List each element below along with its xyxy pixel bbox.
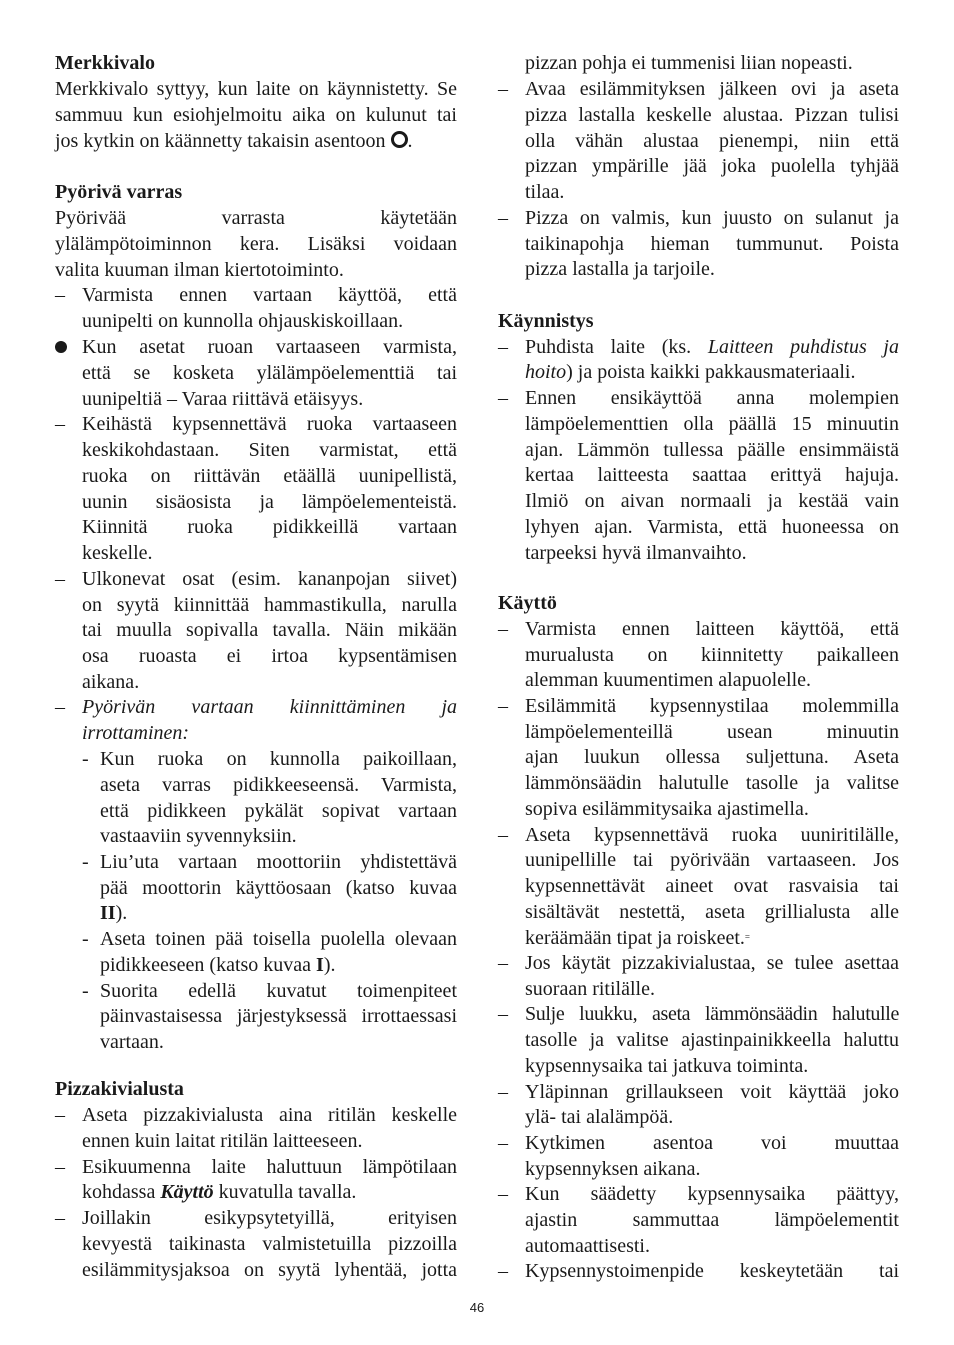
list-item: – Varmista ennen vartaan käyttöä, että bbox=[55, 284, 457, 306]
list-item-cont: kohdassa Käyttö kuvatulla tavalla. bbox=[82, 1181, 357, 1203]
list-item-cont: esilämmitysjaksoa on syytä lyhentää, jotta bbox=[82, 1259, 457, 1281]
list-item-cont: sopiva esilämmitysaika ajastimella. bbox=[525, 798, 809, 820]
page-number: 46 bbox=[469, 1300, 485, 1315]
list-item-cont: keskelle. bbox=[82, 542, 153, 564]
list-item: – Esilämmitä kypsennystilaa molemmilla bbox=[498, 695, 899, 717]
list-item-cont: lämpöelementtien olla päällä 15 minuutin bbox=[525, 413, 899, 435]
list-item-cont: uunipellille tai pyörivään vartaaseen. Jos bbox=[525, 849, 899, 871]
list-item-cont: kertaa laitteesta saattaa erittyä hajuja. bbox=[525, 464, 899, 486]
list-item-cont: lämmönsäädin halutulle tasolle ja valitse bbox=[525, 772, 899, 794]
bullet-icon bbox=[55, 341, 67, 353]
list-item: – Puhdista laite (ks. Laitteen puhdistus ja bbox=[498, 336, 899, 358]
list-item-cont: taikinapohja hieman tummunut. Poista bbox=[525, 233, 899, 255]
list-item-cont: tai muulla sopivalla tavalla. Näin mikään bbox=[82, 619, 457, 641]
list-item: – Yläpinnan grillaukseen voit käyttää joko bbox=[498, 1081, 899, 1103]
sub-list-item: - Aseta toinen pää toisella puolella olevaan bbox=[82, 928, 457, 950]
list-item-cont: lyhyen ajan. Varmista, että huoneessa on bbox=[525, 516, 899, 538]
sub-list-item-cont: pidikkeeseen (katso kuvaa I). bbox=[100, 954, 336, 976]
heading-kaynnistys: Käynnistys bbox=[498, 310, 594, 332]
sub-list-item-cont: että pidikkeen pykälät sopivat vartaan bbox=[100, 800, 457, 822]
list-item: – Aseta pizzakivialusta aina ritilän keskelle bbox=[55, 1104, 457, 1126]
list-item-cont: tarpeeksi hyvä ilmanvaihto. bbox=[525, 542, 747, 564]
sub-list-item-cont: pää moottorin käyttöosaan (katso kuvaa bbox=[100, 877, 457, 899]
list-item: – Kypsennystoimenpide keskeytetään tai bbox=[498, 1260, 899, 1282]
list-item-cont: ajan. Lämmön tullessa päälle ensimmäistä bbox=[525, 439, 899, 461]
list-item: – Pyörivän vartaan kiinnittäminen ja bbox=[55, 696, 457, 718]
list-item-cont: pizzan pohja ei tummenisi liian nopeasti. bbox=[525, 52, 853, 74]
sub-list-item-cont: vartaan. bbox=[100, 1031, 164, 1053]
list-item-cont: tilaa. bbox=[525, 181, 565, 203]
sub-list-item: - Kun ruoka on kunnolla paikoillaan, bbox=[82, 748, 457, 770]
list-item-cont: hoito) ja poista kaikki pakkausmateriaali. bbox=[525, 361, 856, 383]
list-item: – Avaa esilämmityksen jälkeen ovi ja aseta bbox=[498, 78, 899, 100]
list-item: – Sulje luukku, aseta lämmönsäädin halutulle bbox=[498, 1003, 899, 1025]
list-item: – Aseta kypsennettävä ruoka uuniritilälle, bbox=[498, 824, 899, 846]
circle-off-icon bbox=[391, 131, 408, 148]
list-item-cont: murualusta on kiinnitetty paikalleen bbox=[525, 644, 899, 666]
list-item-cont: että se kosketa ylälämpöelementtiä tai bbox=[82, 362, 457, 384]
sub-list-item-cont: päinvastaisessa järjestyksessä irrottaessasi bbox=[100, 1005, 457, 1027]
list-item-cont: Ilmiö on aivan normaali ja kestää vain bbox=[525, 490, 899, 512]
list-item-cont: irrottaminen: bbox=[82, 722, 190, 744]
list-item-cont: ylä- tai alalämpöä. bbox=[525, 1106, 674, 1128]
list-item-cont: lämpöelementeillä usean minuutin bbox=[525, 721, 899, 743]
list-item-cont: osa ruoasta ei irtoa kypsentämisen bbox=[82, 645, 457, 667]
text-line: Merkkivalo syttyy, kun laite on käynnistetty. Se bbox=[55, 78, 457, 100]
list-item-cont: suoraan ritilälle. bbox=[525, 978, 655, 1000]
sub-list-item: - Suorita edellä kuvatut toimenpiteet bbox=[82, 980, 457, 1002]
list-item-cont: olla vähän alustaa pienempi, niin että bbox=[525, 130, 899, 152]
list-item: – Varmista ennen laitteen käyttöä, että bbox=[498, 618, 899, 640]
heading-pizzakivialusta: Pizzakivialusta bbox=[55, 1078, 184, 1100]
list-item-cont: keskikohdastaan. Siten varmistat, että bbox=[82, 439, 457, 461]
list-item-cont: uunin sisäosista ja lämpöelementeistä. bbox=[82, 491, 457, 513]
text-line: sammuu kun esiohjelmoitu aika on kulunut tai bbox=[55, 104, 457, 126]
list-item-cont: ajastin sammuttaa lämpöelementit bbox=[525, 1209, 899, 1231]
list-item: – Kun säädetty kypsennysaika päättyy, bbox=[498, 1183, 899, 1205]
list-item-cont: kevyestä taikinasta valmistetuilla pizzoilla bbox=[82, 1233, 457, 1255]
list-item-cont: uunipelti on kunnolla ohjauskiskoillaan. bbox=[82, 310, 404, 332]
sub-list-item: - Liu’uta vartaan moottoriin yhdistettävä bbox=[82, 851, 457, 873]
text-line: ylälämpötoiminnon kera. Lisäksi voidaan bbox=[55, 233, 457, 255]
list-item-cont: pizza lastalla keskelle alustaa. Pizzan tulisi bbox=[525, 104, 899, 126]
heading-pyoriva-varras: Pyörivä varras bbox=[55, 181, 183, 203]
list-item-cont: Kiinnitä ruoka pidikkeillä vartaan bbox=[82, 516, 457, 538]
list-item-cont: pizzan ympärille jää joka puolella tyhjää bbox=[525, 155, 899, 177]
list-item: – Pizza on valmis, kun juusto on sulanut ja bbox=[498, 207, 899, 229]
list-item-cont: uunipeltiä – Varaa riittävä etäisyys. bbox=[82, 388, 364, 410]
list-item: – Keihästä kypsennettävä ruoka vartaaseen bbox=[55, 413, 457, 435]
text-line: jos kytkin on käännetty takaisin asentoon . bbox=[55, 130, 413, 152]
list-item-cont: ajan luukun ollessa suljettuna. Aseta bbox=[525, 746, 899, 768]
list-item-cont: tasolle ja valitse ajastinpainikkeella haluttu bbox=[525, 1029, 899, 1051]
sub-list-item-cont: aseta varras pidikkeeseensä. Varmista, bbox=[100, 774, 457, 796]
list-item-cont: ruoka on riittävän etäällä uunipellistä, bbox=[82, 465, 457, 487]
list-item: – Ennen ensikäyttöä anna molempien bbox=[498, 387, 899, 409]
sub-list-item-cont: II). bbox=[100, 902, 128, 924]
list-item-cont: ennen kuin laitat ritilän laitteeseen. bbox=[82, 1130, 363, 1152]
list-item: – Joillakin esikypsytetyillä, erityisen bbox=[55, 1207, 457, 1229]
list-item: – Jos käytät pizzakivialustaa, se tulee asettaa bbox=[498, 952, 899, 974]
list-item-cont: keräämään tipat ja roiskeet.= bbox=[525, 927, 750, 949]
list-item: – Kytkimen asentoa voi muuttaa bbox=[498, 1132, 899, 1154]
list-item-cont: pizza lastalla ja tarjoile. bbox=[525, 258, 715, 280]
list-item-cont: on syytä kiinnittää hammastikulla, narulla bbox=[82, 594, 457, 616]
list-item-cont: alemman kuumentimen alapuolelle. bbox=[525, 669, 812, 691]
sub-list-item-cont: vastaaviin syvennyksiin. bbox=[100, 825, 297, 847]
list-item-cont: automaattisesti. bbox=[525, 1235, 650, 1257]
list-item-cont: aikana. bbox=[82, 671, 140, 693]
list-item: – Esikuumenna laite haluttuun lämpötilaan bbox=[55, 1156, 457, 1178]
list-item: Kun asetat ruoan vartaaseen varmista, bbox=[55, 334, 457, 360]
text-line: valita kuuman ilman kiertotoiminto. bbox=[55, 259, 344, 281]
heading-kaytto: Käyttö bbox=[498, 592, 557, 614]
list-item: – Ulkonevat osat (esim. kananpojan siivet) bbox=[55, 568, 457, 590]
list-item-cont: sisältävät nestettä, aseta grillialusta alle bbox=[525, 901, 899, 923]
heading-merkkivalo: Merkkivalo bbox=[55, 52, 155, 74]
text-line: Pyörivää varrasta käytetään bbox=[55, 207, 457, 229]
list-item-cont: kypsennyksen aikana. bbox=[525, 1158, 701, 1180]
list-item-cont: kypsennettävät aineet ovat rasvaisia tai bbox=[525, 875, 899, 897]
list-item-cont: kypsennysaika tai jatkuva toiminta. bbox=[525, 1055, 809, 1077]
